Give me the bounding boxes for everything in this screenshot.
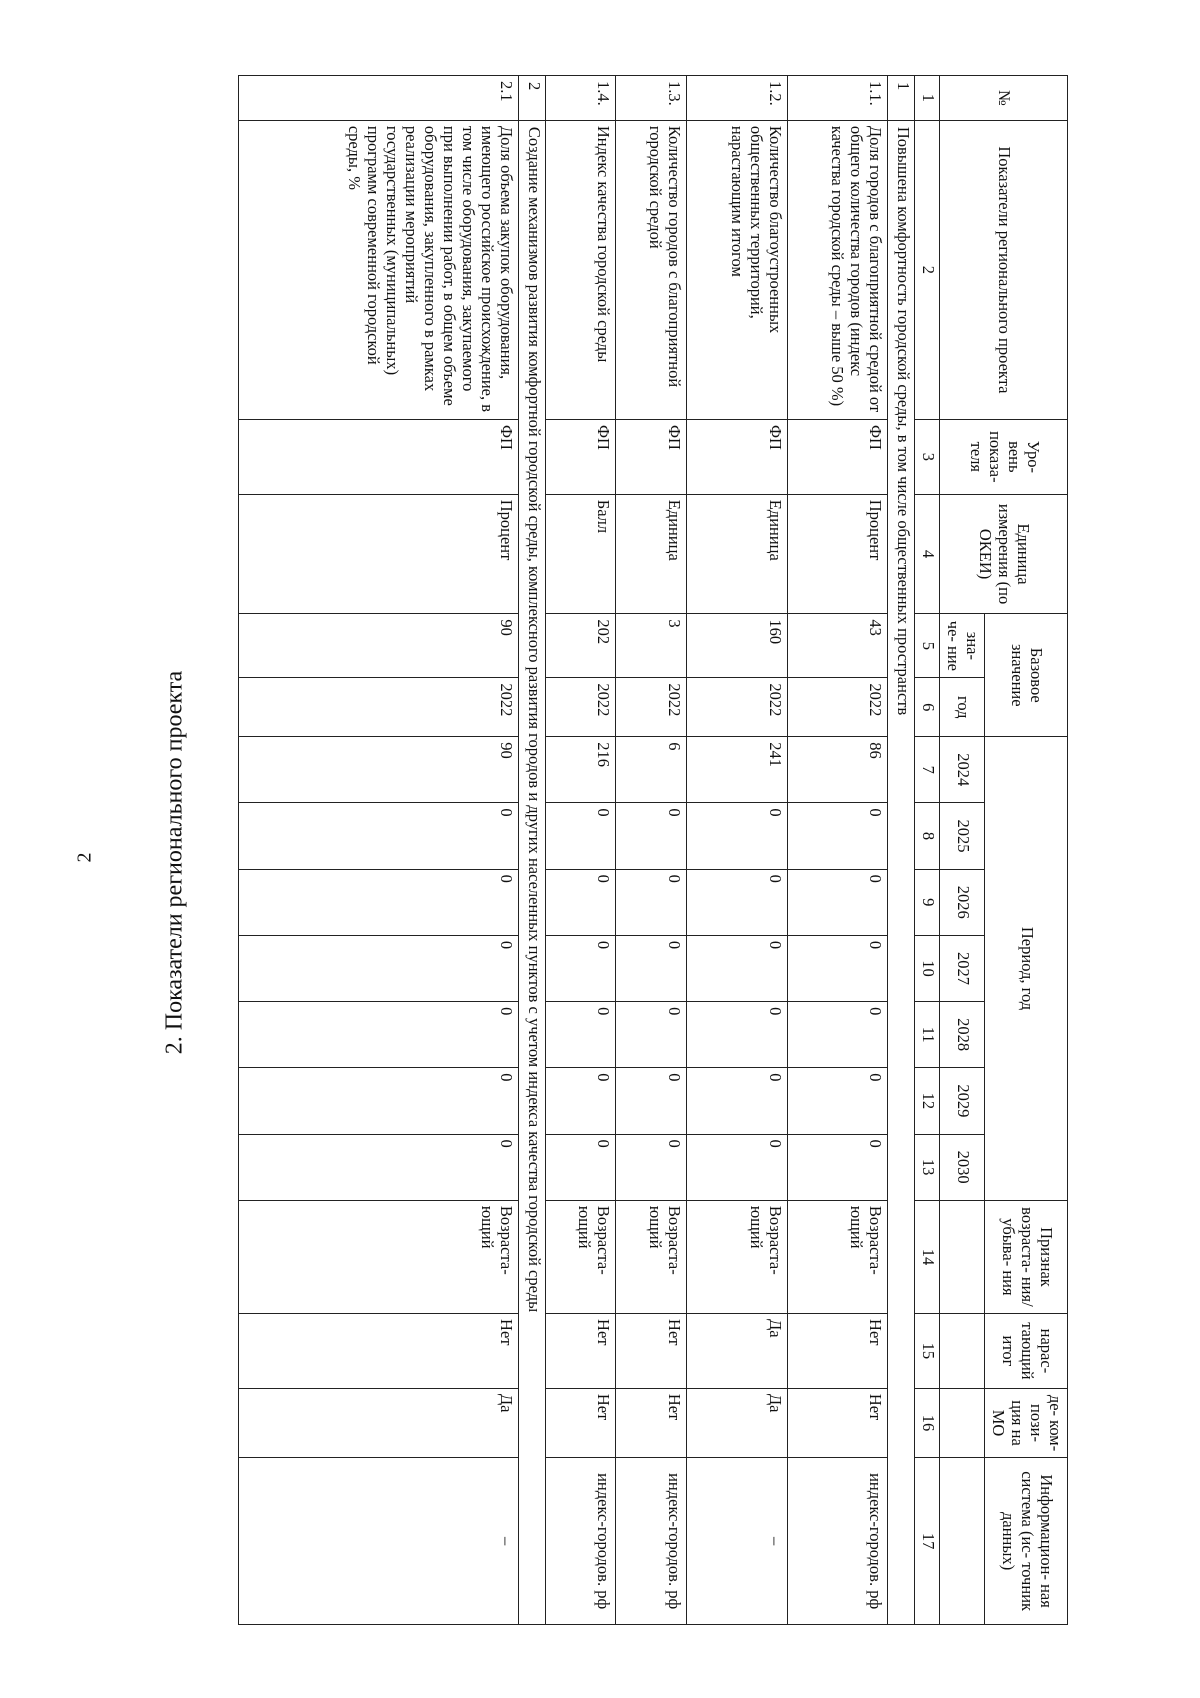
header-no: № — [940, 76, 1068, 121]
rotated-table-wrapper — [238, 75, 1068, 1625]
column-number: 9 — [915, 869, 940, 935]
cell-level: ФП — [687, 419, 788, 494]
header-year: 2024 — [940, 737, 985, 803]
column-number: 12 — [915, 1068, 940, 1134]
column-number: 14 — [915, 1200, 940, 1313]
cell-level: ФП — [545, 419, 616, 494]
page-number: 2 — [73, 852, 96, 863]
cell-decomposition: Нет — [787, 1388, 888, 1457]
cell-name: Доля городов с благоприятной средой от общего количества городов (индекс качества городской среды – выше 50 %) — [787, 120, 888, 419]
header-base-year: год — [940, 678, 985, 737]
section-number: 2 — [518, 76, 545, 121]
cell-cumulative: Нет — [616, 1314, 687, 1389]
header-year: 2028 — [940, 1002, 985, 1068]
cell-source: индекс-городов. рф — [787, 1458, 888, 1625]
cell-unit: Балл — [545, 494, 616, 614]
column-number: 8 — [915, 803, 940, 869]
cell-cumulative: Нет — [239, 1314, 519, 1389]
header-year: 2025 — [940, 803, 985, 869]
cell-trend: Возраста- ющий — [787, 1200, 888, 1313]
cell-source: – — [239, 1458, 519, 1625]
cell-2024: 90 — [239, 737, 519, 803]
table-row — [687, 76, 788, 1625]
cell-2027: 0 — [687, 935, 788, 1001]
column-number: 10 — [915, 935, 940, 1001]
cell-trend: Возраста- ющий — [687, 1200, 788, 1313]
section-number: 1 — [888, 76, 915, 121]
column-number: 2 — [915, 120, 940, 419]
column-number: 6 — [915, 678, 940, 737]
cell-2029: 0 — [787, 1068, 888, 1134]
cell-decomposition: Да — [239, 1388, 519, 1457]
cell-2027: 0 — [787, 935, 888, 1001]
header-base-value: зна- че- ние — [940, 614, 985, 678]
cell-name: Количество городов с благоприятной городской средой — [616, 120, 687, 419]
cell-2028: 0 — [616, 1002, 687, 1068]
cell-base-year: 2022 — [787, 678, 888, 737]
section-row — [888, 76, 915, 1625]
column-number: 15 — [915, 1314, 940, 1389]
cell-2024: 86 — [787, 737, 888, 803]
cell-trend: Возраста- ющий — [616, 1200, 687, 1313]
cell-2025: 0 — [687, 803, 788, 869]
cell-source: индекс-городов. рф — [545, 1458, 616, 1625]
cell-base-year: 2022 — [239, 678, 519, 737]
cell-base-value: 43 — [787, 614, 888, 678]
cell-no: 1.1. — [787, 76, 888, 121]
table-row — [239, 76, 519, 1625]
cell-trend: Возраста- ющий — [239, 1200, 519, 1313]
cell-decomposition: Нет — [616, 1388, 687, 1457]
column-numbers-row — [915, 76, 940, 1625]
cell-base-year: 2022 — [545, 678, 616, 737]
column-number: 11 — [915, 1002, 940, 1068]
header-decomposition: де- ком- пози- ция на МО — [985, 1388, 1068, 1457]
cell-unit: Процент — [239, 494, 519, 614]
cell-2025: 0 — [787, 803, 888, 869]
cell-decomposition: Да — [687, 1388, 788, 1457]
cell-2026: 0 — [687, 869, 788, 935]
cell-2027: 0 — [616, 935, 687, 1001]
cell-2028: 0 — [787, 1002, 888, 1068]
cell-2028: 0 — [239, 1002, 519, 1068]
cell-2026: 0 — [616, 869, 687, 935]
header-year: 2030 — [940, 1134, 985, 1200]
cell-base-value: 90 — [239, 614, 519, 678]
cell-no: 1.4. — [545, 76, 616, 121]
cell-level: ФП — [616, 419, 687, 494]
section-title-cell: Повышена комфортность городской среды, в том числе общественных пространств — [888, 120, 915, 1624]
cell-2030: 0 — [616, 1134, 687, 1200]
header-unit: Единица измерения (по ОКЕИ) — [940, 494, 1068, 614]
column-number: 16 — [915, 1388, 940, 1457]
cell-base-value: 160 — [687, 614, 788, 678]
cell-2030: 0 — [687, 1134, 788, 1200]
cell-2026: 0 — [787, 869, 888, 935]
column-number: 3 — [915, 419, 940, 494]
cell-unit: Процент — [787, 494, 888, 614]
cell-2029: 0 — [616, 1068, 687, 1134]
header-year: 2029 — [940, 1068, 985, 1134]
cell-2030: 0 — [239, 1134, 519, 1200]
header-cumulative: нарас- тающий итог — [985, 1314, 1068, 1389]
column-number: 13 — [915, 1134, 940, 1200]
cell-name: Доля объема закупок оборудования, имеющего российское происхождение, в том числе оборудования, закупаемого при выполнении работ, в общем объеме оборудования, закупленного в рамках реализации мероприятий государственных (муниципальных) программ современной городской среды, % — [239, 120, 519, 419]
cell-base-value: 3 — [616, 614, 687, 678]
table-row — [545, 76, 616, 1625]
cell-2024: 216 — [545, 737, 616, 803]
cell-no: 1.3. — [616, 76, 687, 121]
cell-base-value: 202 — [545, 614, 616, 678]
cell-trend: Возраста- ющий — [545, 1200, 616, 1313]
cell-base-year: 2022 — [616, 678, 687, 737]
cell-2026: 0 — [239, 869, 519, 935]
cell-2025: 0 — [239, 803, 519, 869]
table-row — [787, 76, 888, 1625]
cell-2027: 0 — [239, 935, 519, 1001]
cell-2025: 0 — [545, 803, 616, 869]
header-year: 2026 — [940, 869, 985, 935]
column-number: 5 — [915, 614, 940, 678]
cell-cumulative: Да — [687, 1314, 788, 1389]
cell-2030: 0 — [787, 1134, 888, 1200]
header-base: Базовое значение — [985, 614, 1068, 737]
header-level: Уро- вень показа- теля — [940, 419, 1068, 494]
column-number: 1 — [915, 76, 940, 121]
cell-decomposition: Нет — [545, 1388, 616, 1457]
table-header — [940, 76, 1068, 1625]
cell-name: Количество благоустроенных общественных территорий, нарастающим итогом — [687, 120, 788, 419]
section-title: 2. Показатели регионального проекта — [161, 670, 188, 1055]
cell-source: – — [687, 1458, 788, 1625]
section-row — [518, 76, 545, 1625]
cell-cumulative: Нет — [787, 1314, 888, 1389]
cell-unit: Единица — [687, 494, 788, 614]
header-trend: Признак возраста- ния/убыва- ния — [985, 1200, 1068, 1313]
cell-2027: 0 — [545, 935, 616, 1001]
cell-level: ФП — [239, 419, 519, 494]
header-name: Показатели регионального проекта — [940, 120, 1068, 419]
column-number: 4 — [915, 494, 940, 614]
header-source: Информацион- ная система (ис- точник данных) — [985, 1458, 1068, 1625]
cell-2024: 241 — [687, 737, 788, 803]
cell-2029: 0 — [545, 1068, 616, 1134]
cell-2029: 0 — [239, 1068, 519, 1134]
header-period: Период, год — [985, 737, 1068, 1201]
cell-unit: Единица — [616, 494, 687, 614]
cell-no: 1.2. — [687, 76, 788, 121]
cell-no: 2.1 — [239, 76, 519, 121]
column-number: 17 — [915, 1458, 940, 1625]
cell-cumulative: Нет — [545, 1314, 616, 1389]
indicators-table — [238, 75, 1068, 1625]
cell-2028: 0 — [687, 1002, 788, 1068]
section-title-cell: Создание механизмов развития комфортной городской среды, комплексного развития городов и других населенных пунктов с учетом индекса качества городской среды — [518, 120, 545, 1624]
header-year: 2027 — [940, 935, 985, 1001]
cell-2024: 6 — [616, 737, 687, 803]
table-row — [616, 76, 687, 1625]
cell-2025: 0 — [616, 803, 687, 869]
column-number: 7 — [915, 737, 940, 803]
cell-level: ФП — [787, 419, 888, 494]
cell-2029: 0 — [687, 1068, 788, 1134]
cell-2028: 0 — [545, 1002, 616, 1068]
cell-2026: 0 — [545, 869, 616, 935]
cell-2030: 0 — [545, 1134, 616, 1200]
cell-source: индекс-городов. рф — [616, 1458, 687, 1625]
cell-base-year: 2022 — [687, 678, 788, 737]
cell-name: Индекс качества городской среды — [545, 120, 616, 419]
